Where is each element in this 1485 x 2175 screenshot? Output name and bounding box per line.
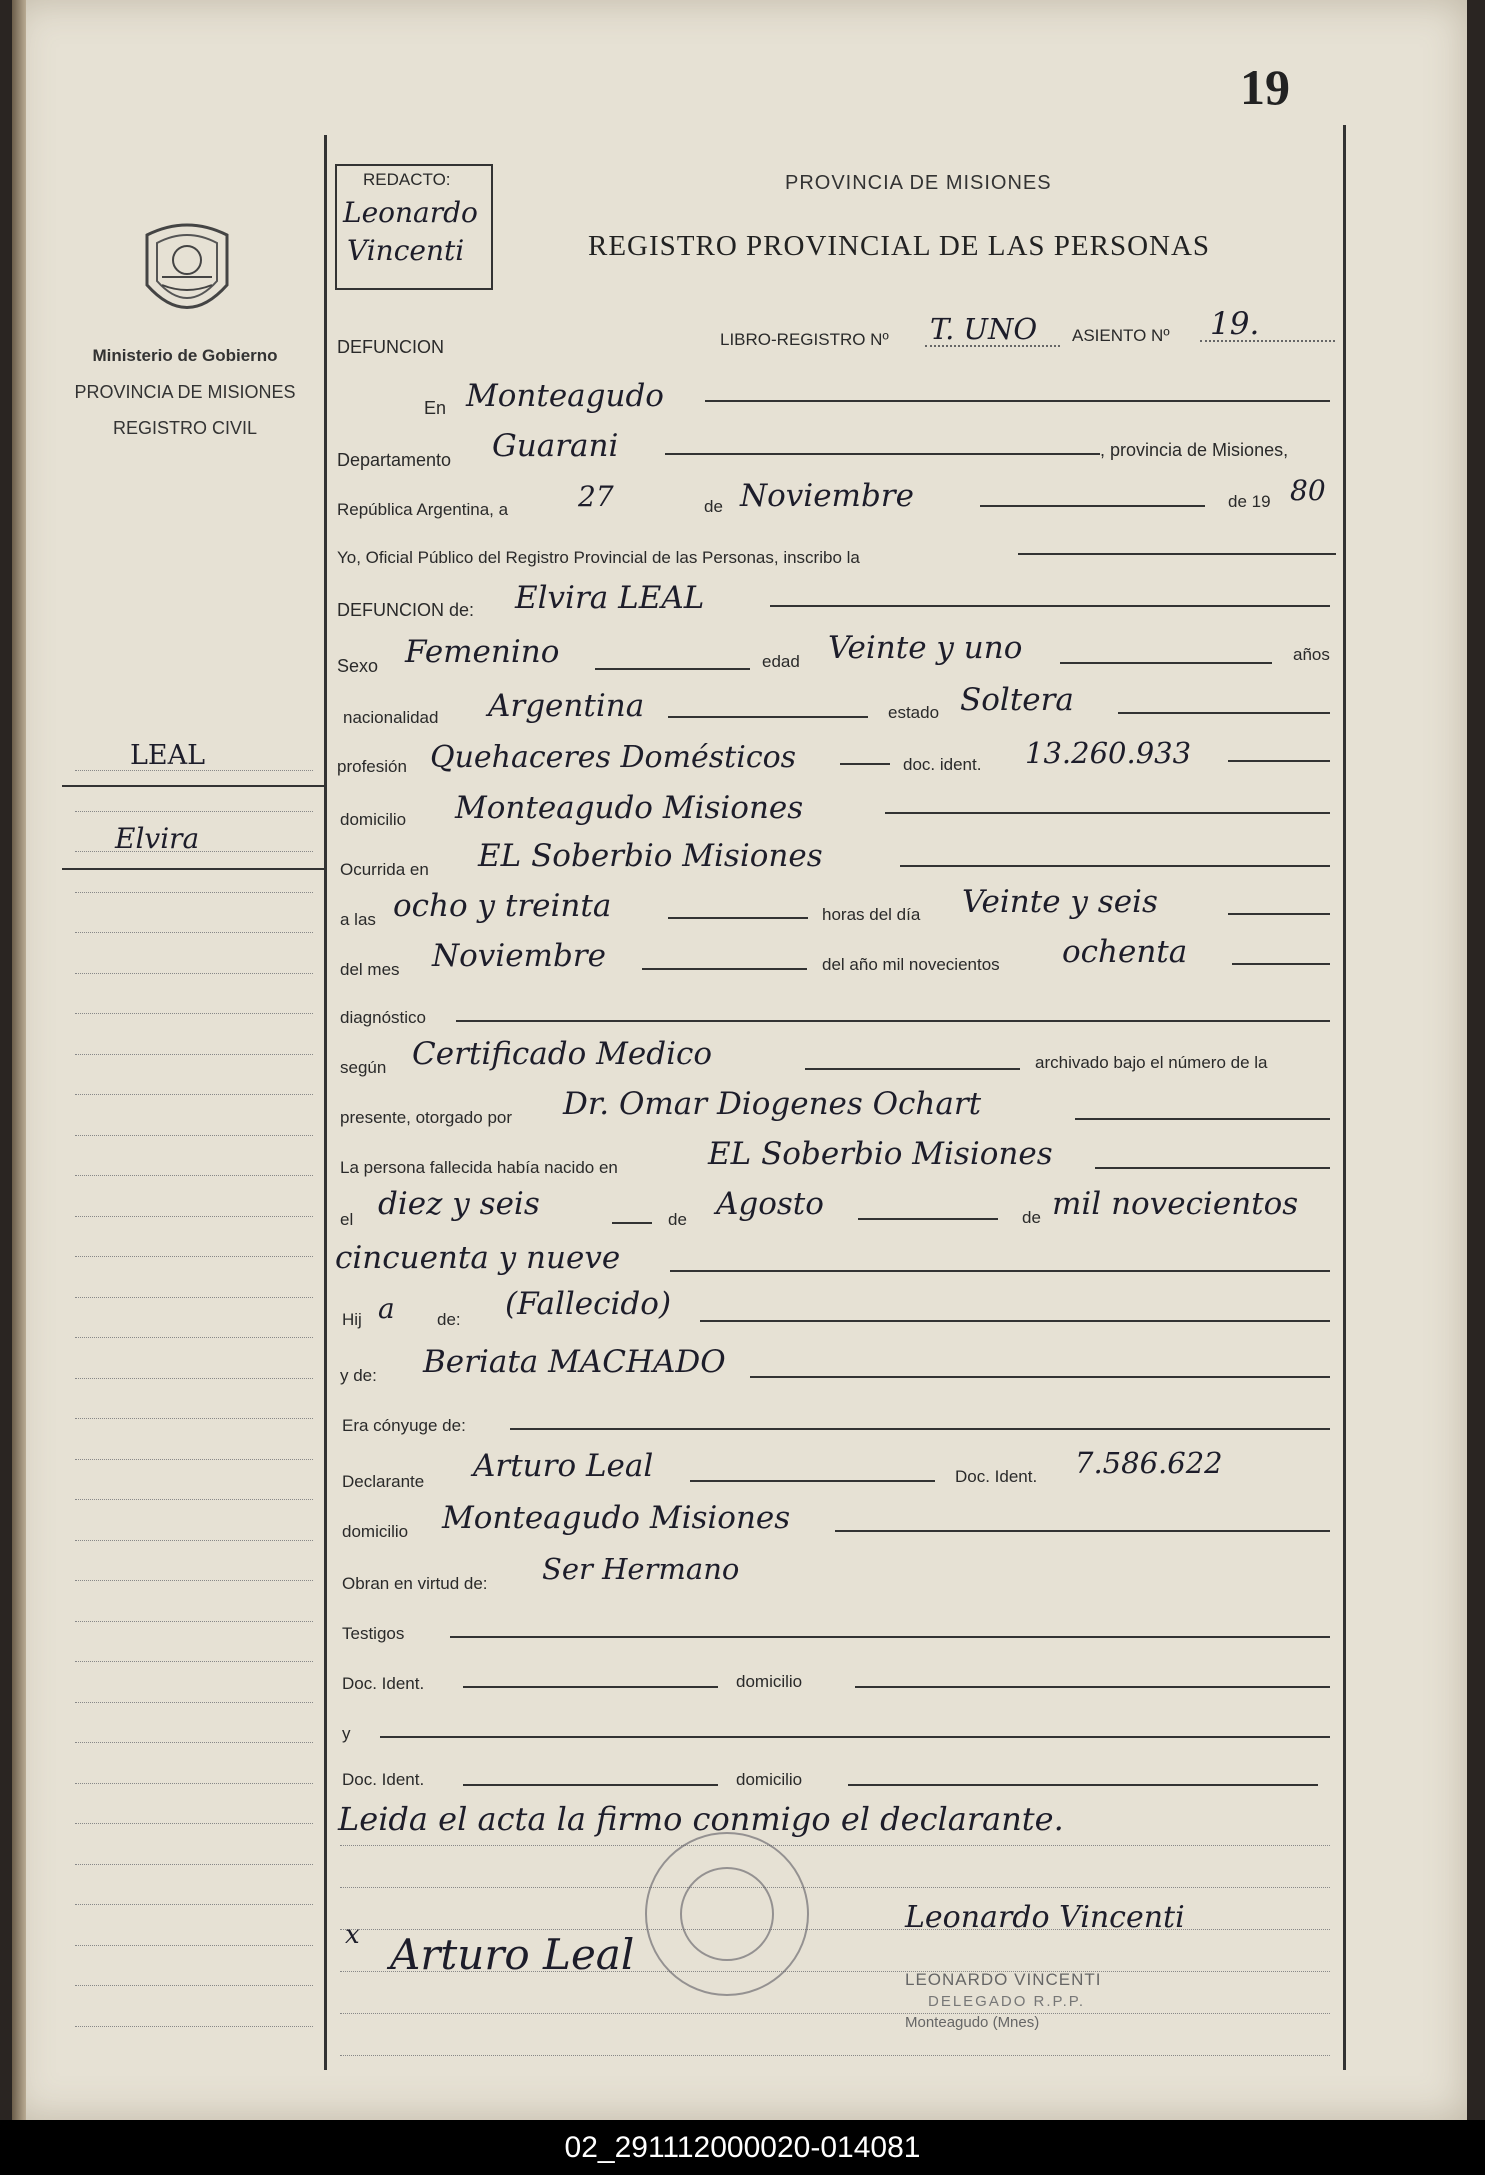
defuncion-de-label: DEFUNCION de: xyxy=(337,600,475,620)
margin-ruled-line xyxy=(75,892,313,893)
de-label: de xyxy=(704,497,723,516)
margin-ruled-line xyxy=(75,1499,313,1500)
margin-ruled-line xyxy=(75,1175,313,1176)
nacimiento-anio-value: mil novecientos xyxy=(1052,1186,1299,1222)
dotted-line xyxy=(925,345,1060,347)
fill-line xyxy=(750,1376,1330,1378)
header-province: PROVINCIA DE MISIONES xyxy=(785,172,1052,194)
stamp-title: DELEGADO R.P.P. xyxy=(928,1993,1086,2010)
margin-ruled-line xyxy=(75,811,313,812)
fill-line xyxy=(642,968,807,970)
fill-line xyxy=(705,400,1330,402)
fill-line xyxy=(1060,662,1272,664)
anio-value: 80 xyxy=(1290,474,1326,507)
margin-ruled-line xyxy=(75,1378,313,1379)
nacido-label: La persona fallecida había nacido en xyxy=(340,1158,618,1177)
fill-line xyxy=(885,812,1330,814)
book-spine xyxy=(12,0,26,2120)
asiento-value: 19. xyxy=(1210,306,1260,342)
fill-line xyxy=(463,1784,718,1786)
margin-ruled-line xyxy=(75,1661,313,1662)
domicilio-label: domicilio xyxy=(340,810,407,829)
left-frame-line xyxy=(324,135,327,2070)
redacto-label: REDACTO: xyxy=(363,170,451,189)
testigos-label: Testigos xyxy=(342,1624,405,1643)
declarante-label: Declarante xyxy=(342,1472,425,1491)
fill-line xyxy=(690,1480,935,1482)
declarante-value: Arturo Leal xyxy=(473,1448,654,1484)
fill-line xyxy=(848,1784,1318,1786)
margin-ruled-line xyxy=(75,1540,313,1541)
margin-surname: LEAL xyxy=(130,740,206,771)
fill-line xyxy=(665,453,1100,455)
estado-label: estado xyxy=(888,703,940,722)
ministry-province: PROVINCIA DE MISIONES xyxy=(74,382,296,402)
segun-value: Certificado Medico xyxy=(412,1036,713,1072)
signature-ruled-line xyxy=(340,2013,1330,2014)
delmes-label: del mes xyxy=(340,960,400,979)
redacto-box xyxy=(335,164,493,290)
margin-divider xyxy=(62,868,324,870)
obran-label: Obran en virtud de: xyxy=(342,1574,488,1593)
ministry-registry: REGISTRO CIVIL xyxy=(112,418,258,438)
stamp-name: LEONARDO VINCENTI xyxy=(905,1970,1102,1989)
hora-value: ocho y treinta xyxy=(393,888,612,924)
declarante-domicilio-label: domicilio xyxy=(342,1522,409,1541)
margin-ruled-line xyxy=(75,1337,313,1338)
departamento-label: Departamento xyxy=(337,450,452,470)
testigo2-domicilio-label: domicilio xyxy=(736,1770,803,1789)
nacionalidad-label: nacionalidad xyxy=(343,708,439,727)
anios-label: años xyxy=(1293,645,1330,664)
fill-line xyxy=(1095,1167,1330,1169)
fill-line xyxy=(980,505,1205,507)
nacimiento-de2-label: de xyxy=(1022,1208,1041,1227)
margin-ruled-line xyxy=(75,1256,313,1257)
obran-value: Ser Hermano xyxy=(542,1552,740,1586)
margin-ruled-line xyxy=(75,932,313,933)
libro-label: LIBRO-REGISTRO Nº xyxy=(720,330,889,349)
presente-value: Dr. Omar Diogenes Ochart xyxy=(563,1086,982,1122)
margin-ruled-line xyxy=(75,1094,313,1095)
fill-line xyxy=(1075,1118,1330,1120)
y-de-label: y de: xyxy=(340,1366,377,1385)
nacido-value: EL Soberbio Misiones xyxy=(708,1136,1053,1172)
margin-ruled-line xyxy=(75,1216,313,1217)
margin-ruled-line xyxy=(75,1013,313,1014)
fill-line xyxy=(668,716,868,718)
hij-label: Hij xyxy=(342,1310,362,1329)
sexo-value: Femenino xyxy=(405,634,560,670)
image-id-footer: 02_291112000020-014081 xyxy=(0,2120,1485,2175)
nacimiento-dia-value: diez y seis xyxy=(378,1186,540,1222)
defuncion-heading: DEFUNCION xyxy=(337,337,444,357)
el-label: el xyxy=(340,1210,354,1229)
madre-value: Beriata MACHADO xyxy=(423,1344,726,1380)
edad-label: edad xyxy=(762,652,800,671)
hij-de-label: de: xyxy=(437,1310,461,1329)
nacimiento-de-label: de xyxy=(668,1210,687,1229)
republica-label: República Argentina, a xyxy=(337,500,509,519)
header-registry: REGISTRO PROVINCIAL DE LAS PERSONAS xyxy=(588,230,1211,262)
margin-divider xyxy=(62,785,324,787)
fill-line xyxy=(805,1068,1020,1070)
fill-line xyxy=(1228,913,1330,915)
profesion-value: Quehaceres Domésticos xyxy=(430,740,797,775)
signature-ruled-line xyxy=(340,2055,1330,2056)
fill-line xyxy=(835,1530,1330,1532)
margin-ruled-line xyxy=(75,1823,313,1824)
mes-value: Noviembre xyxy=(740,478,914,514)
fill-line xyxy=(858,1218,998,1220)
fill-line xyxy=(670,1270,1330,1272)
testigo1-domicilio-label: domicilio xyxy=(736,1672,803,1691)
redacto-signature-1: Leonardo xyxy=(343,196,478,229)
fill-line xyxy=(770,605,1330,607)
fill-line xyxy=(900,865,1330,867)
ministry-name: Ministerio de Gobierno xyxy=(92,346,278,365)
provincia-label: , provincia de Misiones, xyxy=(1100,440,1289,460)
edad-value: Veinte y uno xyxy=(828,630,1023,666)
margin-ruled-line xyxy=(75,1783,313,1784)
redacto-signature-2: Vincenti xyxy=(347,234,465,267)
signature-ruled-line xyxy=(340,1845,1330,1846)
fill-line xyxy=(855,1686,1330,1688)
declarante-doc-value: 7.586.622 xyxy=(1075,1446,1223,1480)
fill-line xyxy=(700,1320,1330,1322)
nacimiento-mes-value: Agosto xyxy=(716,1186,824,1222)
hij-suffix: a xyxy=(378,1292,395,1325)
anio-label: de 19 xyxy=(1228,492,1271,511)
testigo1-doc-label: Doc. Ident. xyxy=(342,1674,425,1693)
margin-ruled-line xyxy=(75,1742,313,1743)
right-frame-line xyxy=(1343,125,1346,2070)
signature-ruled-line xyxy=(340,1887,1330,1888)
margin-ruled-line xyxy=(75,973,313,974)
fill-line xyxy=(456,1020,1330,1022)
sexo-label: Sexo xyxy=(337,656,379,676)
fill-line xyxy=(450,1636,1330,1638)
horas-label: horas del día xyxy=(822,905,921,924)
en-label: En xyxy=(424,398,447,418)
oficial-text: Yo, Oficial Público del Registro Provincial de las Personas, inscribo la xyxy=(337,548,860,567)
fill-line xyxy=(840,763,890,765)
presente-label: presente, otorgado por xyxy=(340,1108,513,1127)
asiento-label: ASIENTO Nº xyxy=(1072,326,1170,345)
fill-line xyxy=(595,668,750,670)
margin-ruled-line xyxy=(75,1580,313,1581)
fill-line xyxy=(668,917,808,919)
closing-statement: Leida el acta la firmo conmigo el declarante. xyxy=(338,1800,1064,1838)
profesion-label: profesión xyxy=(337,757,407,776)
margin-ruled-line xyxy=(75,1459,313,1460)
testigo2-doc-label: Doc. Ident. xyxy=(342,1770,425,1789)
alas-label: a las xyxy=(340,910,376,929)
anio-fallecimiento-value: ochenta xyxy=(1062,934,1188,970)
declarante-signature: Arturo Leal xyxy=(390,1930,635,1979)
page-number: 19 xyxy=(1240,59,1290,115)
ocurrida-value: EL Soberbio Misiones xyxy=(478,838,823,874)
delanio-label: del año mil novecientos xyxy=(822,955,1000,974)
dia-value: 27 xyxy=(578,480,614,513)
dotted-line xyxy=(1200,340,1335,342)
conyuge-label: Era cónyuge de: xyxy=(342,1416,466,1435)
doc-value: 13.260.933 xyxy=(1025,736,1192,770)
y-label: y xyxy=(342,1724,351,1743)
margin-ruled-line xyxy=(75,1904,313,1905)
margin-ruled-line xyxy=(75,2026,313,2027)
margin-ruled-line xyxy=(75,1621,313,1622)
declarante-doc-label: Doc. Ident. xyxy=(955,1467,1038,1486)
segun-label: según xyxy=(340,1058,387,1077)
mes-fallecimiento-value: Noviembre xyxy=(432,938,606,974)
archivado-label: archivado bajo el número de la xyxy=(1035,1053,1268,1072)
doc-label: doc. ident. xyxy=(903,755,982,774)
stamp-place: Monteagudo (Mnes) xyxy=(905,2014,1040,2031)
fill-line xyxy=(1228,760,1330,762)
margin-ruled-line xyxy=(75,1864,313,1865)
margin-ruled-line xyxy=(75,1297,313,1298)
en-value: Monteagudo xyxy=(466,378,664,414)
coat-of-arms-icon xyxy=(132,215,242,330)
fill-line xyxy=(1118,712,1330,714)
difunto-value: Elvira LEAL xyxy=(515,580,705,616)
ocurrida-label: Ocurrida en xyxy=(340,860,429,879)
x-mark: x xyxy=(345,1920,360,1950)
declarante-domicilio-value: Monteagudo Misiones xyxy=(442,1500,791,1536)
fill-line xyxy=(463,1686,718,1688)
margin-ruled-line xyxy=(75,1418,313,1419)
dia-fallecimiento-value: Veinte y seis xyxy=(962,884,1158,920)
nacionalidad-value: Argentina xyxy=(488,688,645,724)
estado-value: Soltera xyxy=(960,682,1074,718)
padre-value: (Fallecido) xyxy=(505,1286,672,1322)
libro-value: T. UNO xyxy=(930,312,1038,346)
departamento-value: Guarani xyxy=(492,428,619,464)
margin-given-name: Elvira xyxy=(115,822,200,855)
domicilio-value: Monteagudo Misiones xyxy=(455,790,804,826)
fill-line xyxy=(380,1736,1330,1738)
margin-ruled-line xyxy=(75,1054,313,1055)
fill-line xyxy=(612,1222,652,1224)
nacimiento-anio-continuation: cincuenta y nueve xyxy=(335,1240,621,1276)
margin-ruled-line xyxy=(75,1945,313,1946)
margin-ruled-line xyxy=(75,1702,313,1703)
oficial-signature: Leonardo Vincenti xyxy=(905,1900,1185,1935)
fill-line xyxy=(510,1428,1330,1430)
margin-ruled-line xyxy=(75,1985,313,1986)
official-seal-inner xyxy=(680,1867,774,1961)
fill-line xyxy=(1232,963,1330,965)
margin-ruled-line xyxy=(75,1135,313,1136)
fill-line xyxy=(1018,553,1336,555)
diagnostico-label: diagnóstico xyxy=(340,1008,427,1027)
